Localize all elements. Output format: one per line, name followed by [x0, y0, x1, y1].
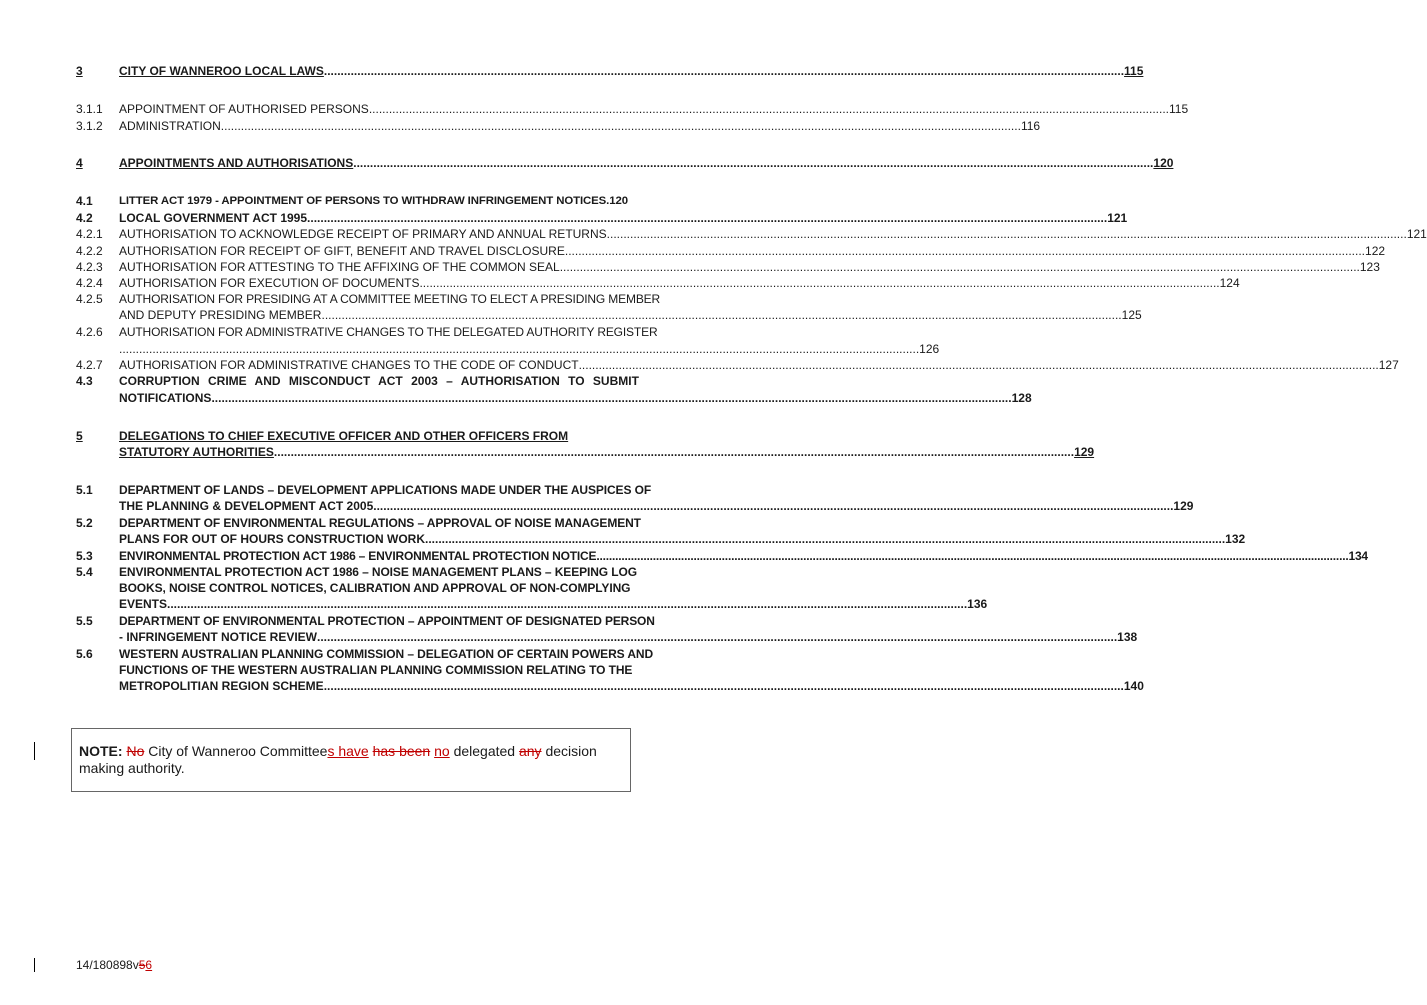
- toc-entry-4-2-5[interactable]: [76, 291, 1142, 324]
- toc-title: DEPARTMENT OF ENVIRONMENTAL REGULATIONS – APPROVAL OF NOISE MANAGEMENT: [119, 516, 641, 530]
- toc-number: 5.5: [76, 614, 93, 628]
- toc-title-cont: METROPOLITIAN REGION SCHEME: [119, 679, 324, 693]
- toc-number: 4.2.1: [76, 227, 103, 241]
- toc-title: ENVIRONMENTAL PROTECTION ACT 1986 – ENVIRONMENTAL PROTECTION NOTICE: [119, 549, 597, 563]
- toc-page: 123: [1359, 260, 1380, 274]
- toc-entry-5-4[interactable]: [76, 564, 988, 613]
- toc-title: CITY OF WANNEROO LOCAL LAWS: [119, 64, 324, 78]
- toc-title: AUTHORISATION FOR ATTESTING TO THE AFFIXING OF THE COMMON SEAL: [119, 260, 560, 274]
- toc-page: 124: [1219, 276, 1240, 290]
- toc-title-cont: THE PLANNING & DEVELOPMENT ACT 2005: [119, 499, 374, 513]
- toc-number: 4.2.2: [76, 244, 103, 258]
- toc-title: DEPARTMENT OF LANDS – DEVELOPMENT APPLICATIONS MADE UNDER THE AUSPICES OF: [119, 483, 652, 497]
- deleted-text: any: [518, 743, 542, 759]
- toc-page: 129: [1173, 499, 1194, 513]
- toc-title: AUTHORISATION FOR EXECUTION OF DOCUMENTS: [119, 276, 420, 290]
- inserted-text: s have: [327, 743, 369, 759]
- toc-title: AUTHORISATION TO ACKNOWLEDGE RECEIPT OF PRIMARY AND ANNUAL RETURNS: [119, 227, 607, 241]
- toc-page: 127: [1378, 358, 1399, 372]
- toc-page: 116: [1020, 119, 1041, 133]
- toc-number: 4.2.7: [76, 358, 103, 372]
- toc-page: 136: [967, 597, 988, 611]
- toc-page: 126: [919, 342, 940, 356]
- toc-entry-5-2[interactable]: [76, 515, 1246, 548]
- toc-page: 121: [1406, 227, 1427, 241]
- toc-page: 132: [1225, 532, 1246, 546]
- toc-number: 3.1.1: [76, 102, 103, 116]
- toc-page: 115: [1168, 102, 1189, 116]
- toc-page: 120: [1153, 156, 1174, 170]
- toc-title: CORRUPTION CRIME AND MISCONDUCT ACT 2003 – AUTHORISATION TO SUBMIT: [119, 374, 639, 388]
- note-text: decision making: [79, 743, 597, 776]
- note-text: City of Wanneroo Committee: [148, 743, 328, 759]
- footer-doc-ref: [76, 958, 152, 972]
- toc-number: 4.2.4: [76, 276, 103, 290]
- deleted-text: 5: [138, 958, 146, 972]
- note-label: NOTE:: [79, 743, 123, 759]
- toc-title: ADMINISTRATION: [119, 119, 221, 133]
- toc-title-cont: - INFRINGEMENT NOTICE REVIEW: [119, 630, 317, 644]
- toc-page: 128: [1011, 391, 1032, 405]
- toc-title: DEPARTMENT OF ENVIRONMENTAL PROTECTION – APPOINTMENT OF DESIGNATED PERSON: [119, 614, 655, 628]
- toc-title: APPOINTMENTS AND AUTHORISATIONS: [119, 156, 354, 170]
- toc-title: ENVIRONMENTAL PROTECTION ACT 1986 – NOISE MANAGEMENT PLANS – KEEPING LOG: [119, 565, 637, 579]
- toc-title-cont: EVENTS: [119, 597, 168, 611]
- toc-page: 138: [1117, 630, 1138, 644]
- inserted-text: 6: [145, 958, 153, 972]
- toc-entry-4-3[interactable]: [76, 373, 1032, 406]
- deleted-text: has been: [372, 743, 431, 759]
- toc-page: 134: [1348, 549, 1368, 563]
- toc-title: AUTHORISATION FOR PRESIDING AT A COMMITTEE MEETING TO ELECT A PRESIDING MEMBER: [119, 292, 661, 306]
- toc-title-cont: FUNCTIONS OF THE WESTERN AUSTRALIAN PLANNING COMMISSION RELATING TO THE: [119, 663, 633, 677]
- inserted-text: no: [434, 743, 450, 759]
- toc-title: AUTHORISATION FOR ADMINISTRATIVE CHANGES TO THE DELEGATED AUTHORITY REGISTER: [119, 325, 658, 339]
- toc-number: 4.2.3: [76, 260, 103, 274]
- toc-title: LOCAL GOVERNMENT ACT 1995: [119, 211, 308, 225]
- toc-page: 122: [1365, 244, 1386, 258]
- toc-number: 4.2.5: [76, 292, 103, 306]
- toc-title-cont: AND DEPUTY PRESIDING MEMBER: [119, 308, 322, 322]
- toc-entry-5-6[interactable]: [76, 646, 1144, 695]
- toc-title: DELEGATIONS TO CHIEF EXECUTIVE OFFICER AND OTHER OFFICERS FROM: [119, 429, 569, 443]
- toc-title: APPOINTMENT OF AUTHORISED PERSONS: [119, 102, 369, 116]
- toc-page: 121: [1107, 211, 1128, 225]
- toc-number: 5.1: [76, 483, 93, 497]
- toc-number: 5.2: [76, 516, 93, 530]
- toc-title-cont: PLANS FOR OUT OF HOURS CONSTRUCTION WORK: [119, 532, 425, 546]
- toc-page: 120: [609, 195, 628, 207]
- toc-page: 140: [1123, 679, 1144, 693]
- revision-change-bar: [34, 742, 35, 760]
- toc-title-cont: NOTIFICATIONS: [119, 391, 212, 405]
- toc-number: 5.3: [76, 549, 93, 563]
- toc-number: 4: [76, 156, 83, 170]
- toc-number: 4.2: [76, 211, 93, 225]
- toc-number: 4.3: [76, 374, 93, 388]
- toc-entry-4-2-6[interactable]: [76, 324, 940, 357]
- toc-title: LITTER ACT 1979 - APPOINTMENT OF PERSONS TO WITHDRAW INFRINGEMENT NOTICES: [119, 195, 607, 207]
- toc-number: 4.2.6: [76, 325, 103, 339]
- revision-change-bar: [34, 958, 35, 972]
- toc-entry-5-1[interactable]: [76, 482, 1194, 515]
- toc-number: 5.6: [76, 647, 93, 661]
- toc-title: AUTHORISATION FOR RECEIPT OF GIFT, BENEFIT AND TRAVEL DISCLOSURE: [119, 244, 565, 258]
- note-text: authority.: [128, 760, 185, 776]
- toc-number: 3.1.2: [76, 119, 103, 133]
- doc-ref: 14/180898v: [76, 958, 139, 972]
- note-text: delegated: [453, 743, 516, 759]
- toc-title: WESTERN AUSTRALIAN PLANNING COMMISSION – DELEGATION OF CERTAIN POWERS AND: [119, 647, 654, 661]
- toc-title: AUTHORISATION FOR ADMINISTRATIVE CHANGES TO THE CODE OF CONDUCT: [119, 358, 579, 372]
- toc-title-cont: BOOKS, NOISE CONTROL NOTICES, CALIBRATION AND APPROVAL OF NON-COMPLYING: [119, 581, 631, 595]
- toc-number: 5: [76, 429, 83, 443]
- toc-entry-5[interactable]: [76, 428, 1095, 461]
- toc-number: 4.1: [76, 194, 93, 208]
- deleted-text: No: [126, 743, 145, 759]
- toc-number: 3: [76, 64, 83, 78]
- toc-page: 129: [1074, 445, 1095, 459]
- toc-page: 115: [1124, 64, 1144, 78]
- toc-entry-5-5[interactable]: [76, 613, 1138, 646]
- toc-title-cont: STATUTORY AUTHORITIES: [119, 445, 274, 459]
- toc-number: 5.4: [76, 565, 93, 579]
- toc-page: 125: [1121, 308, 1142, 322]
- note-box: [71, 728, 631, 792]
